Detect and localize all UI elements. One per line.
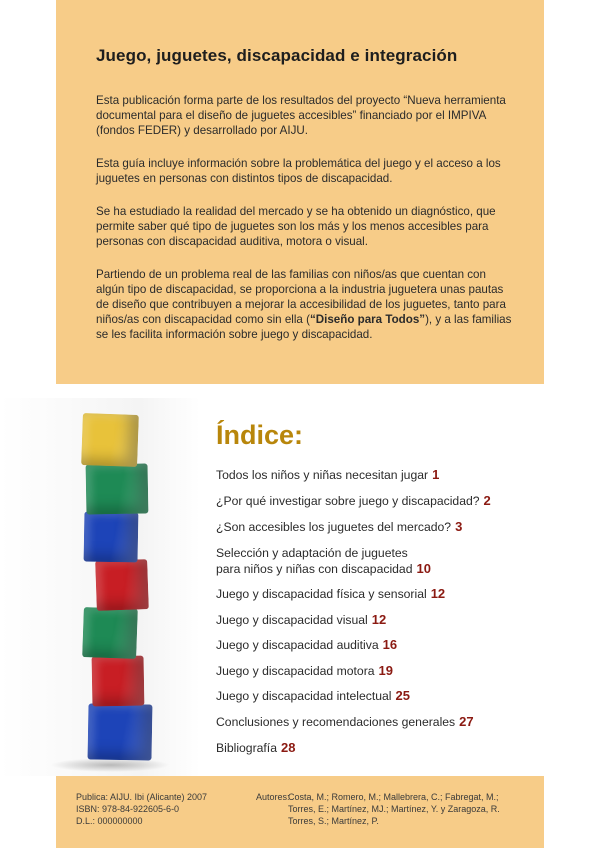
- yellow-block: [81, 413, 139, 467]
- authors-label: Autores:: [256, 792, 290, 802]
- index-entry-page: 12: [371, 612, 387, 627]
- footer-credits: [56, 776, 544, 848]
- index-entry-page: 19: [378, 663, 394, 678]
- red-block: [92, 656, 145, 707]
- intro-paragraph-3: Se ha estudiado la realidad del mercado y se ha obtenido un diagnóstico, que permite saber qué tipo de juguetes son los más y los menos accesibles para personas con discapacidad auditiva, motora o visual.: [96, 205, 496, 248]
- index-entry-page: 3: [455, 519, 463, 534]
- index-entry-page: 12: [430, 586, 446, 601]
- paragraph-4-text-end: ), y a las familias se les facilita información sobre juego y discapacidad.: [96, 313, 512, 341]
- index-entry-title: Conclusiones y recomendaciones generales: [216, 715, 456, 729]
- index-entry-title: Bibliografía: [216, 741, 277, 755]
- intro-panel: [56, 0, 544, 384]
- index-entry-title: Juego y discapacidad motora: [216, 664, 375, 678]
- green-block: [86, 463, 149, 514]
- document-title: Juego, juguetes, discapacidad e integración: [96, 46, 458, 65]
- index-entry[interactable]: [216, 586, 445, 602]
- authors-line-3: Torres, S.; Martínez, P.: [288, 816, 379, 826]
- index-entry[interactable]: [216, 637, 397, 653]
- index-entry[interactable]: [216, 740, 295, 756]
- index-entry-title: ¿Son accesibles los juguetes del mercado?: [216, 520, 452, 534]
- index-entry-page: 25: [395, 688, 410, 703]
- isbn-line: ISBN: 978-84-922605-6-0: [76, 804, 180, 814]
- index-entry[interactable]: [216, 467, 439, 483]
- authors-line-2: Torres, E.; Martínez, MJ.; Martínez, Y. y Zaragoza, R.: [288, 804, 500, 814]
- design-for-all-emphasis: “Diseño para Todos”: [309, 313, 426, 326]
- index-entry[interactable]: [216, 663, 393, 679]
- index-entry-title: Juego y discapacidad auditiva: [216, 638, 379, 652]
- paragraph-4-text-start: Partiendo de un problema real de las familias con niños/as que cuentan con algún tipo de discapacidad, se proporciona a la industria juguetera unas pautas de diseño que contribuyen a mejorar la accesibilidad de los juguetes, tanto para niños/as con discapacidad como sin ella (: [96, 268, 506, 326]
- index-entry[interactable]: [216, 493, 491, 509]
- index-entry[interactable]: [216, 519, 462, 535]
- publication-info: [76, 791, 207, 827]
- index-heading: Índice:: [216, 420, 304, 450]
- index-entry-title: Juego y discapacidad intelectual: [216, 689, 392, 703]
- index-entry[interactable]: [216, 612, 386, 628]
- index-entry-page: 1: [432, 467, 440, 482]
- legal-deposit-line: D.L.: 000000000: [76, 816, 143, 826]
- blue-block: [84, 512, 139, 563]
- green-block: [82, 607, 138, 659]
- index-entry-page: 16: [382, 637, 398, 652]
- index-entry-page: 10: [416, 561, 431, 576]
- red-block: [95, 559, 149, 611]
- index-entry-page: 2: [483, 493, 491, 508]
- index-entry-page: 27: [459, 714, 474, 729]
- publisher-line: Publica: AIJU. Ibi (Alicante) 2007: [76, 792, 208, 802]
- index-entry-title: Juego y discapacidad física y sensorial: [216, 587, 427, 601]
- intro-paragraph-2: Esta guía incluye información sobre la problemática del juego y el acceso a los juguetes en personas con distintos tipos de discapacidad.: [96, 157, 501, 185]
- blocks-shadow: [50, 758, 170, 772]
- stacked-blocks-illustration: [0, 398, 200, 776]
- blue-block: [88, 703, 153, 760]
- index-entry-title: Todos los niños y niñas necesitan jugar: [216, 468, 429, 482]
- index-entry[interactable]: [216, 714, 474, 730]
- index-entry-title: Juego y discapacidad visual: [216, 613, 368, 627]
- intro-paragraph-4: [96, 267, 514, 342]
- authors-list: [288, 791, 500, 827]
- index-entry-title: Selección y adaptación de juguetes para niños y niñas con discapacidad: [216, 546, 413, 576]
- intro-paragraph-1: Esta publicación forma parte de los resultados del proyecto “Nueva herramienta documental para el diseño de juguetes accesibles” financiado por el IMPIVA (fondos FEDER) y desarrollado por AIJU.: [96, 94, 506, 137]
- index-entry-page: 28: [280, 740, 296, 755]
- index-entry-title: ¿Por qué investigar sobre juego y discapacidad?: [216, 494, 480, 508]
- index-entry[interactable]: [216, 688, 410, 704]
- authors-line-1: Costa, M.; Romero, M.; Mallebrera, C.; Fabregat, M.;: [288, 792, 499, 802]
- index-entry[interactable]: [216, 546, 431, 577]
